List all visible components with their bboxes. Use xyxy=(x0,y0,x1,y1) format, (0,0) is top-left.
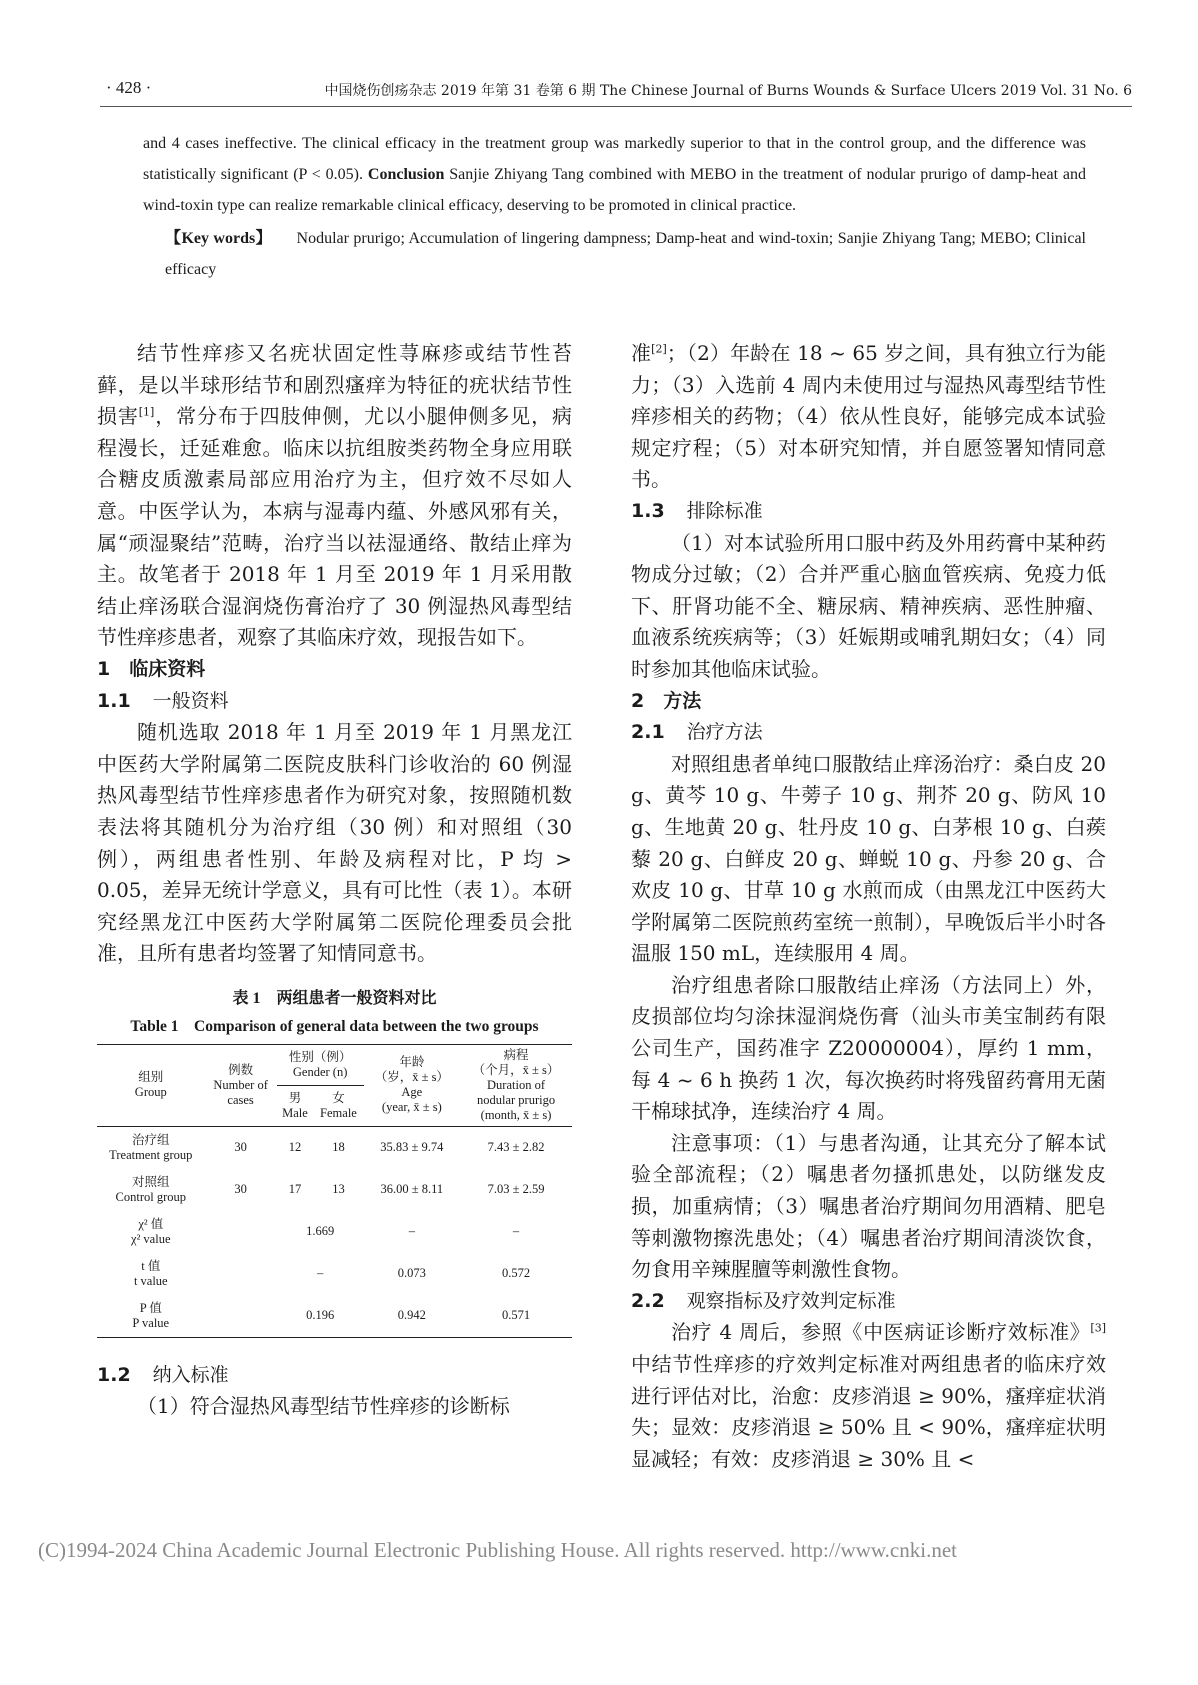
cell-group: χ² 值 χ² value xyxy=(131,1216,171,1246)
section-title: 治疗方法 xyxy=(686,721,763,744)
cell-duration: – xyxy=(512,1224,520,1239)
efficacy-text: 治疗 4 周后，参照《中医病证诊断疗效标准》 xyxy=(671,1320,1091,1345)
cell-cases xyxy=(205,1253,277,1295)
cell-gender: 0.196 xyxy=(277,1295,364,1338)
section-number: 2.2 xyxy=(631,1289,665,1312)
copyright-footer: (C)1994-2024 China Academic Journal Electronic Publishing House. All rights reserved. http://www.cnki.net xyxy=(38,1538,957,1562)
cell-cases xyxy=(205,1295,277,1338)
section-heading-2-1 xyxy=(631,717,1106,749)
right-column xyxy=(631,338,1106,1475)
table-row xyxy=(97,1253,572,1295)
efficacy-criteria-paragraph xyxy=(631,1317,1106,1475)
citation-ref: [1] xyxy=(138,405,155,419)
intro-paragraph xyxy=(97,338,572,654)
cell-male: 17 xyxy=(288,1182,302,1197)
intro-text: 结节性痒疹又名疣状固定性荨麻疹或结节性苔藓，是以半球形结节和剧烈瘙痒为特征的疣状结节性损害 xyxy=(97,341,572,429)
col-header-age: 年龄 （岁，x̄ ± s） Age (year, x̄ ± s) xyxy=(364,1044,460,1126)
section-title: 方法 xyxy=(663,689,702,712)
conclusion-label: Conclusion xyxy=(367,166,445,183)
page-number: · 428 · xyxy=(106,78,152,97)
section-heading-2 xyxy=(631,686,1106,718)
cell-age: – xyxy=(408,1224,415,1239)
col-header-cases: 例数 Number of cases xyxy=(205,1044,277,1126)
abstract-results-text: and 4 cases ineffective. The clinical efficacy in the treatment group was markedly superior to that in the control group, and the difference was statistically significant (P < 0.05). xyxy=(143,135,1086,183)
exclusion-criteria-paragraph: （1）对本试验所用口服中药及外用药膏中某种药物成分过敏；（2）合并严重心脑血管疾病、免疫力低下、肝肾功能不全、糖尿病、精神疾病、恶性肿瘤、血液系统疾病等；（3）妊娠期或哺乳期妇女；（4）同时参加其他临床试验。 xyxy=(631,530,1106,681)
section-number: 1 xyxy=(97,657,111,680)
cell-female: 13 xyxy=(332,1182,345,1197)
table-row xyxy=(97,1295,572,1338)
table-caption-cn: 表 1 两组患者一般资料对比 xyxy=(232,989,437,1007)
cell-duration: 0.571 xyxy=(460,1295,572,1338)
left-column xyxy=(97,338,572,1423)
section-title: 临床资料 xyxy=(129,657,206,680)
col-header-gender: 性别（例） Gender (n) xyxy=(277,1044,364,1085)
table-row xyxy=(97,1211,572,1253)
section-title: 观察指标及疗效判定标准 xyxy=(686,1289,896,1312)
inclusion-text-cont: ；（2）年龄在 18 ~ 65 岁之间，具有独立行为能力；（3）入选前 4 周内未使用过与湿热风毒型结节性痒疹相关的药物；（4）依从性良好，能够完成本试验规定疗程；（5）对本研究知情，并自愿签署知情同意书。 xyxy=(631,341,1107,492)
table-row xyxy=(97,1126,572,1169)
journal-title: 中国烧伤创疡杂志 2019 年第 31 卷第 6 期 The Chinese Journal of Burns Wounds & Surface Ulcers 2019 Vol. 31 No. 6 xyxy=(324,83,1132,99)
control-treatment-paragraph: 对照组患者单纯口服散结止痒汤治疗：桑白皮 20 g、黄芩 10 g、牛蒡子 10 g、荆芥 20 g、防风 10 g、生地黄 20 g、牡丹皮 10 g、白茅根 10 g、白蒺藜 20 g、白鲜皮 20 g、蝉蜕 10 g、丹参 20 g、合欢皮 10 g、甘草 10 g 水煎而成（由黑龙江中医药大学附属第二医院煎药室统一煎制），早晚饭后半小时各温服 150 mL，连续服用 4 周。 xyxy=(631,751,1106,966)
col-header-group: 组别 Group xyxy=(97,1044,205,1126)
section-heading-1-1 xyxy=(97,686,572,718)
table-row xyxy=(97,1169,572,1211)
section-number: 1.3 xyxy=(631,499,665,522)
treatment-group-paragraph: 治疗组患者除口服散结止痒汤（方法同上）外，皮损部位均匀涂抹湿润烧伤膏（汕头市美宝制药有限公司生产，国药准字 Z20000004），厚约 1 mm，每 4 ~ 6 h 换药 1 次，每次换药时将残留药膏用无菌干棉球拭净，连续治疗 4 周。 xyxy=(631,972,1106,1124)
keywords-label: 【Key words】 xyxy=(165,230,273,247)
citation-ref: [3] xyxy=(1090,1321,1106,1335)
cell-gender: 1.669 xyxy=(306,1224,335,1239)
conclusion-text: Sanjie Zhiyang Tang combined with MEBO in the treatment of nodular prurigo of damp-heat and wind-toxin type can realize remarkable clinical efficacy, deserving to be promoted in clinical practice. xyxy=(143,166,1087,214)
cell-duration: 7.43 ± 2.82 xyxy=(487,1140,545,1155)
running-header xyxy=(100,78,1132,107)
intro-text-cont: ，常分布于四肢伸侧，尤以小腿伸侧多见，病程漫长，迁延难愈。临床以抗组胺类药物全身应用联合糖皮质激素局部应用治疗为主，但疗效不尽如人意。中医学认为，本病与湿毒内蕴、外感风邪有关，属“顽湿聚结”范畴，治疗当以祛湿通络、散结止痒为主。故笔者于 2018 年 1 月至 2019 年 1 月采用散结止痒汤联合湿润烧伤膏治疗了 30 例湿热风毒型结节性痒疹患者，观察了其临床疗效，现报告如下。 xyxy=(97,404,573,650)
col-header-duration: 病程 （个月，x̄ ± s） Duration of nodular prurigo (month, x̄ ± s) xyxy=(460,1044,572,1126)
section-title: 一般资料 xyxy=(152,689,229,712)
section-title: 排除标准 xyxy=(686,499,763,522)
section-number: 1.1 xyxy=(97,689,131,712)
cell-age: 35.83 ± 9.74 xyxy=(380,1140,444,1155)
abstract-results xyxy=(143,128,1086,221)
cell-group: 治疗组 Treatment group xyxy=(109,1132,193,1162)
cell-male: 12 xyxy=(288,1140,302,1155)
precautions-paragraph: 注意事项：（1）与患者沟通，让其充分了解本试验全部流程；（2）嘱患者勿搔抓患处，以防继发皮损，加重病情；（3）嘱患者治疗期间勿用酒精、肥皂等刺激物擦洗患处；（4）嘱患者治疗期间清淡饮食，勿食用辛辣腥膻等刺激性食物。 xyxy=(631,1130,1106,1282)
section-number: 2 xyxy=(631,689,645,712)
cell-age: 0.073 xyxy=(397,1266,426,1281)
cell-female: 18 xyxy=(332,1140,345,1155)
keywords-text: Nodular prurigo; Accumulation of lingering dampness; Damp-heat and wind-toxin; Sanjie Zhiyang Tang; MEBO; Clinical efficacy xyxy=(165,230,1086,278)
cell-age: 36.00 ± 8.11 xyxy=(380,1182,444,1197)
cell-group: P 值 P value xyxy=(97,1295,205,1338)
citation-ref: [2] xyxy=(651,342,667,356)
section-number: 1.2 xyxy=(97,1363,131,1386)
general-data-paragraph: 随机选取 2018 年 1 月至 2019 年 1 月黑龙江中医药大学附属第二医院皮肤科门诊收治的 60 例湿热风毒型结节性痒疹患者作为研究对象，按照随机数表法将其随机分为治疗组（30 例）和对照组（30 例），两组患者性别、年龄及病程对比，P 均 > 0.05，差异无统计学意义，具有可比性（表 1）。本研究经黑龙江中医药大学附属第二医院伦理委员会批准，且所有患者均签署了知情同意书。 xyxy=(97,720,572,966)
cell-cases: 30 xyxy=(234,1140,247,1155)
cell-age: 0.942 xyxy=(364,1295,460,1338)
section-heading-1-2 xyxy=(97,1360,572,1392)
table-1 xyxy=(97,988,572,1338)
general-data-table xyxy=(97,1044,572,1338)
col-header-female: 女 Female xyxy=(313,1085,363,1126)
section-heading-1 xyxy=(97,654,572,686)
section-title: 纳入标准 xyxy=(152,1363,229,1386)
efficacy-text-cont: 中结节性痒疹的疗效判定标准对两组患者的临床疗效进行评估对比，治愈：皮疹消退 ≥ 90%，瘙痒症状消失；显效：皮疹消退 ≥ 50% 且 < 90%，瘙痒症状明显减轻；有效：皮疹消退 ≥ 30% 且 < xyxy=(631,1352,1106,1471)
cell-cases: 30 xyxy=(234,1182,247,1197)
section-number: 2.1 xyxy=(631,721,665,744)
col-header-male: 男 Male xyxy=(277,1085,314,1126)
english-abstract xyxy=(143,128,1086,285)
cell-duration: 0.572 xyxy=(501,1266,531,1281)
section-heading-1-3 xyxy=(631,496,1106,528)
cell-group: t 值 t value xyxy=(133,1258,168,1288)
section-heading-2-2 xyxy=(631,1286,1106,1318)
table-caption-en: Table 1 Comparison of general data between the two groups xyxy=(130,1017,539,1035)
cell-cases xyxy=(205,1211,277,1253)
inclusion-criteria-start: （1）符合湿热风毒型结节性痒疹的诊断标 xyxy=(137,1394,510,1419)
keywords xyxy=(143,223,1086,285)
cell-duration: 7.03 ± 2.59 xyxy=(487,1182,545,1197)
inclusion-criteria-cont xyxy=(631,338,1106,496)
cell-group: 对照组 Control group xyxy=(115,1174,187,1204)
inclusion-text: 准 xyxy=(631,341,652,365)
cell-gender: – xyxy=(317,1266,324,1281)
